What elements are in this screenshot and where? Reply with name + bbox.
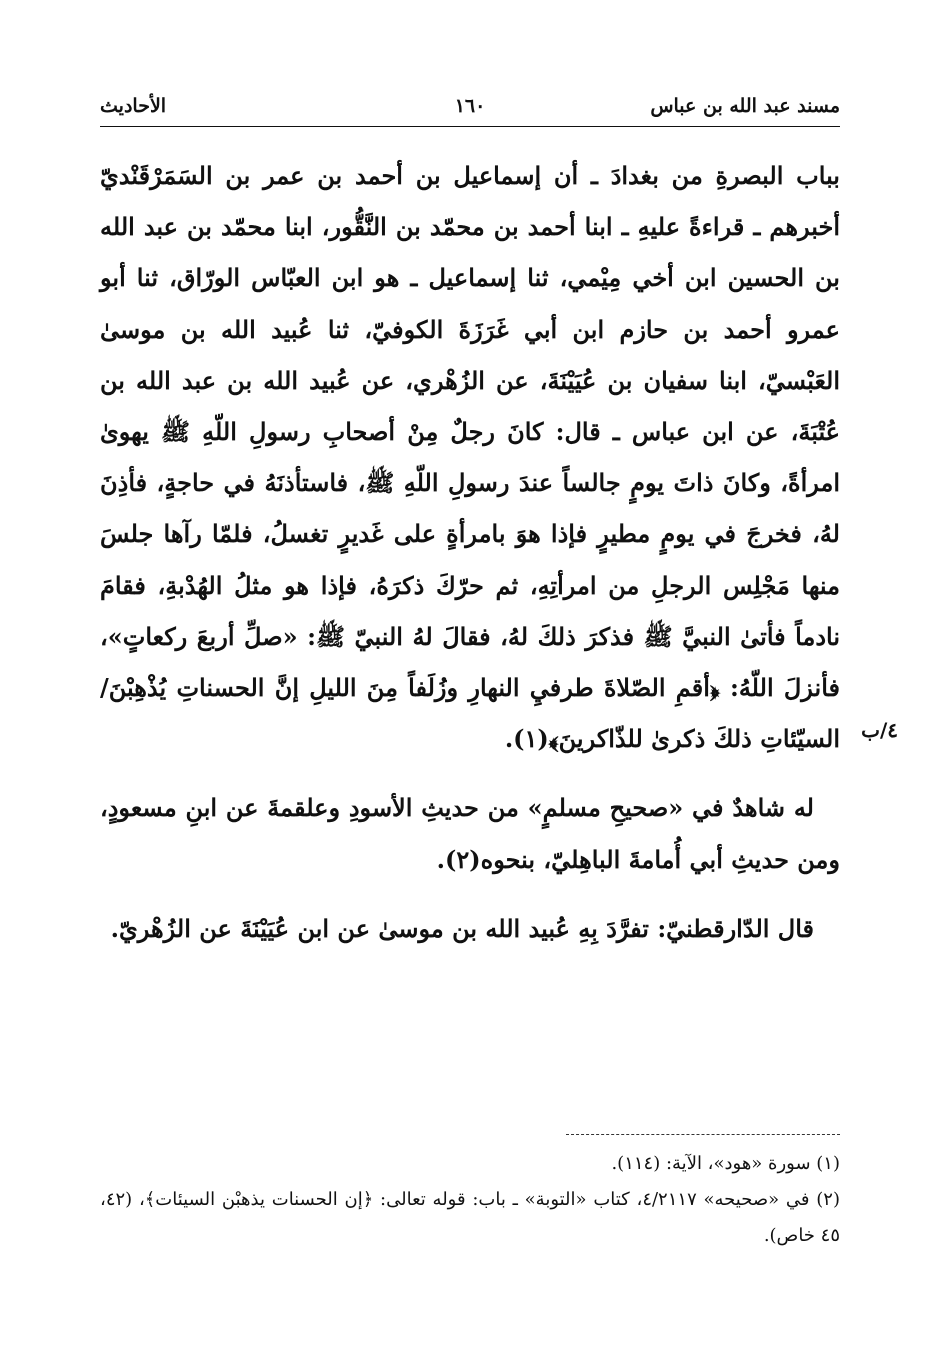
manuscript-folio-note: ٤/ب — [861, 718, 898, 742]
footnote-1: (١) سورة «هود»، الآية: (١١٤). — [611, 1153, 840, 1174]
header-book-title: مسند عبد الله بن عباس — [650, 95, 840, 117]
daraqutni-paragraph: قال الدّارقطنيّ: تفرَّدَ بِهِ عُبيد الله بن موسىٰ عن ابن عُيَيْنَةَ عن الزُهْريّ. — [110, 913, 814, 943]
footnote-divider — [566, 1134, 840, 1135]
main-text — [100, 150, 840, 954]
page-number: ١٦٠ — [454, 95, 486, 117]
footnote-2: (٢) في «صحيحه» ٤/٢١١٧، كتاب «التوبة» ـ باب: قوله تعالى: ﴿إن الحسنات يذهبْن السيئات﴾، (٤٢، ٤٥ خاص). — [100, 1189, 840, 1246]
page-header — [100, 92, 840, 126]
header-divider — [100, 126, 840, 127]
shahid-paragraph: له شاهدٌ في «صحيحِ مسلمٍ» من حديثِ الأسودِ وعلقمةَ عن ابنِ مسعودٍ، ومن حديثِ أبي أُمامةَ الباهِليّ، بنحوه(٢). — [100, 793, 840, 874]
hadith-paragraph: بباب البصرةِ من بغدادَ ـ أن إسماعيل بن أحمد بن عمر بن السَمَرْقَنْديّ أخبرهم ـ قراءةً عليهِ ـ ابنا أحمد بن محمّد بن النَّقُّور، ابنا محمّد بن عبد الله بن الحسين ابن أخي مِيْمي، ثنا إسماعيل ـ هو ابن العبّاس الورّاق، ثنا أبو عمرو أحمد بن حازم ابن أبي غَرَزَةَ الكوفيّ، ثنا عُبيد الله بن موسىٰ العَبْسيّ، ابنا سفيان بن عُيَيْنَةَ، عن الزُهْري، عن عُبيد الله بن عبد الله بن عُتْبَةَ، عن ابن عباس ـ قال: كانَ رجلٌ مِنْ أصحابِ رسولِ اللّهِ ﷺ يهوىٰ امرأةً، وكانَ ذاتَ يومٍ جالساً عندَ رسولِ اللّهِ ﷺ، فاستأذنَهُ في حاجةٍ، فأذِنَ لهُ، فخرجَ في يومٍ مطيرٍ فإذا هوَ بامرأةٍ على غَديرٍ تغسلُ، فلمّا رآها جلسَ منها مَجْلِس الرجلِ من امرأتِهِ، ثم حرّكَ ذكرَهُ، فإذا هو مثلُ الهُدْبةِ، فقامَ نادماً فأتىٰ النبيَّ ﷺ فذكرَ ذلكَ لهُ، فقالَ لهُ النبيّ ﷺ: «صلِّ أربعَ ركعاتٍ»، فأنزلَ اللّهُ: ﴿أقمِ الصّلاةَ طرفيِ النهارِ وزُلَفاً مِنَ الليلِ إنَّ الحسناتِ يُذْهِبْنَ/ السيّئاتِ ذلكَ ذكرىٰ للذّاكرينَ﴾(١). — [100, 161, 840, 754]
footnotes — [100, 1146, 840, 1254]
header-section-title: الأحاديث — [100, 95, 167, 117]
